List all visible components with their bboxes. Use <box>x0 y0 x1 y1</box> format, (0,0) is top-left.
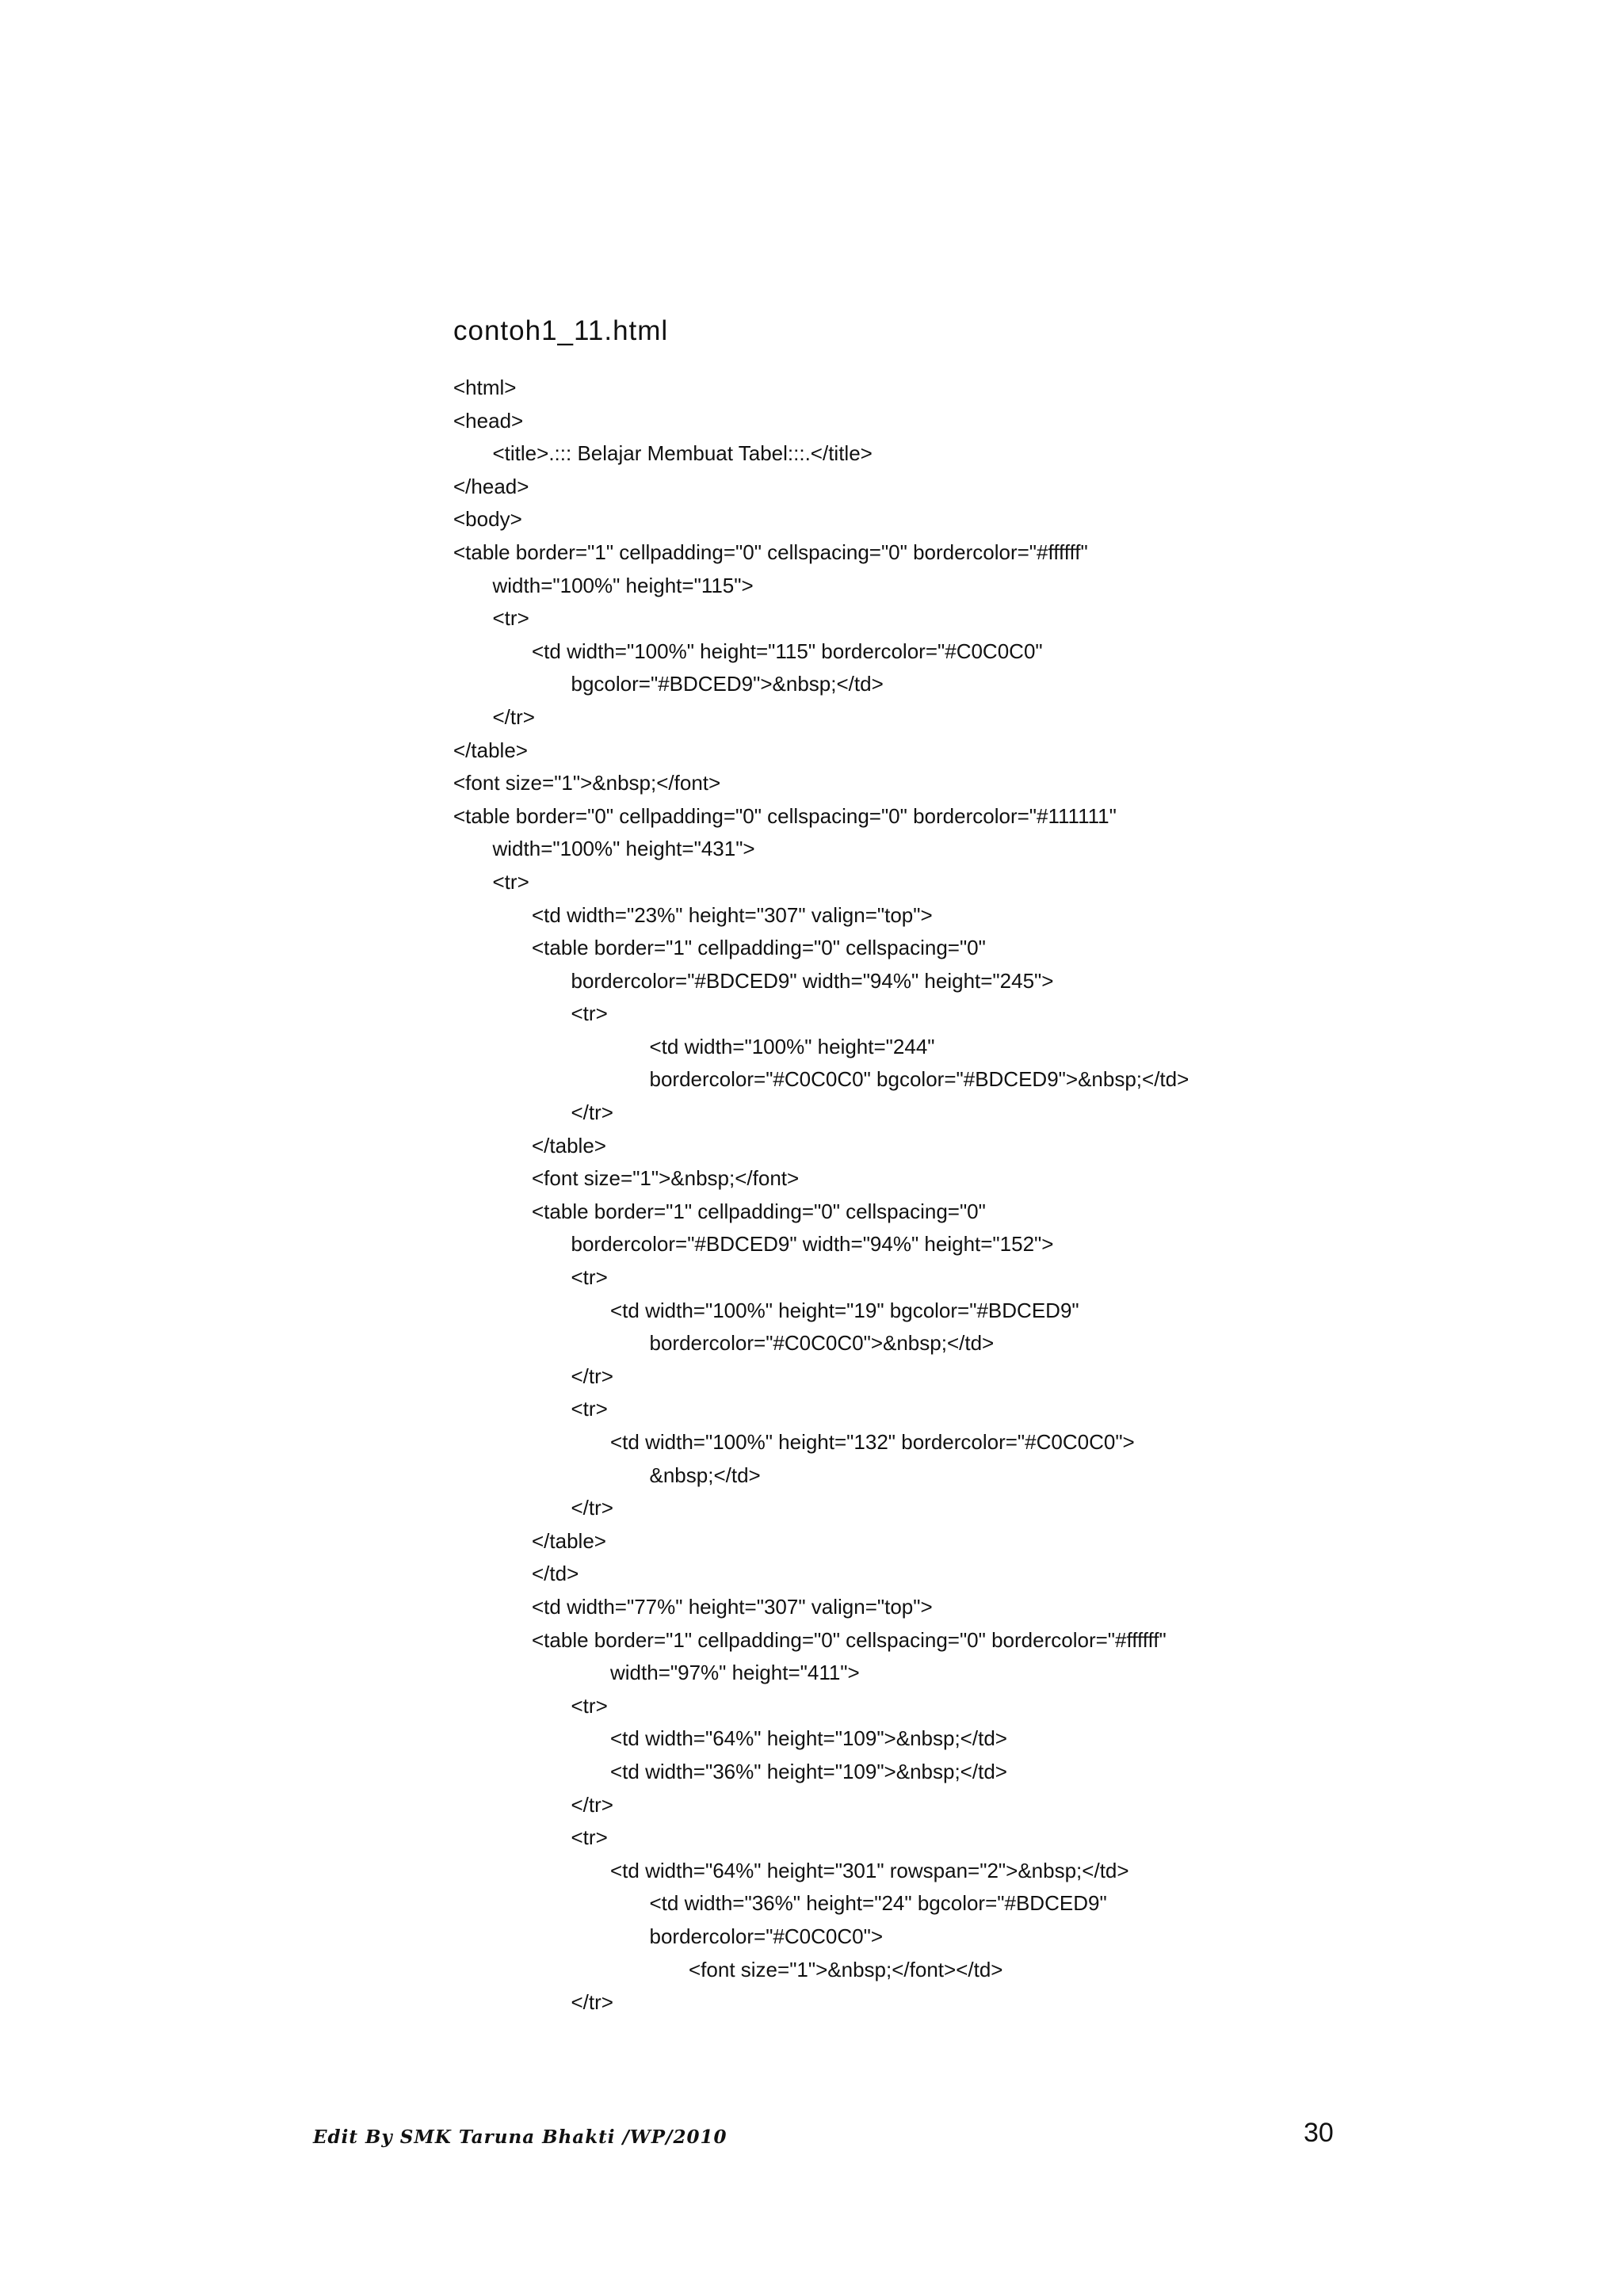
page-number: 30 <box>1304 2118 1334 2148</box>
code-line: <table border="1" cellpadding="0" cellspacing="0" bordercolor="#ffffff" <box>532 1627 1167 1652</box>
code-line: <table border="1" cellpadding="0" cellspacing="0" <box>532 1199 986 1223</box>
code-line: <table border="1" cellpadding="0" cellspacing="0" <box>532 936 986 960</box>
code-line: </td> <box>532 1562 579 1586</box>
code-line: <tr> <box>492 869 529 894</box>
code-line: <title>.::: Belajar Membuat Tabel:::.</title> <box>492 441 873 466</box>
code-line: <td width="64%" height="301" rowspan="2">&nbsp;</td> <box>610 1858 1129 1882</box>
code-line: bordercolor="#C0C0C0" bgcolor="#BDCED9">&nbsp;</td> <box>649 1067 1190 1092</box>
code-line: <table border="0" cellpadding="0" cellspacing="0" bordercolor="#111111" <box>453 803 1117 828</box>
code-listing <box>453 372 1404 2019</box>
code-line: <td width="64%" height="109">&nbsp;</td> <box>610 1726 1007 1751</box>
code-line: <td width="100%" height="244" <box>649 1034 935 1058</box>
code-line: bordercolor="#C0C0C0">&nbsp;</td> <box>649 1331 995 1356</box>
code-line: width="100%" height="431"> <box>492 837 755 861</box>
code-line: <tr> <box>492 606 529 631</box>
page-title: contoh1_11.html <box>453 315 669 346</box>
code-line: <td width="100%" height="132" bordercolor="#C0C0C0"> <box>610 1430 1135 1454</box>
code-line: <font size="1">&nbsp;</font> <box>453 771 721 795</box>
code-line: <td width="100%" height="115" bordercolor="#C0C0C0" <box>532 639 1043 663</box>
code-line: <table border="1" cellpadding="0" cellspacing="0" bordercolor="#ffffff" <box>453 540 1088 564</box>
code-line: <font size="1">&nbsp;</font> <box>532 1166 800 1191</box>
code-line: <head> <box>453 408 524 433</box>
code-line: <td width="36%" height="109">&nbsp;</td> <box>610 1759 1007 1783</box>
code-line: <td width="23%" height="307" valign="top"> <box>532 902 933 927</box>
code-line: width="100%" height="115"> <box>492 573 754 597</box>
code-line: bgcolor="#BDCED9">&nbsp;</td> <box>571 672 884 696</box>
code-line: </tr> <box>571 1990 613 2015</box>
code-line: <tr> <box>571 1693 608 1718</box>
code-line: </tr> <box>571 1100 613 1125</box>
code-line: bordercolor="#BDCED9" width="94%" height="245"> <box>571 968 1054 993</box>
code-line: <tr> <box>571 1265 608 1290</box>
code-line: <tr> <box>571 1397 608 1421</box>
code-line: </head> <box>453 474 529 498</box>
code-line: <td width="100%" height="19" bgcolor="#BDCED9" <box>610 1298 1079 1322</box>
code-line: </table> <box>532 1133 606 1158</box>
code-line: </tr> <box>571 1363 613 1388</box>
footer-credit: Edit By SMK Taruna Bhakti /WP/2010 <box>313 2126 727 2148</box>
code-line: </table> <box>453 738 528 762</box>
code-line: <tr> <box>571 1825 608 1850</box>
code-line: </tr> <box>571 1496 613 1520</box>
code-line: width="97%" height="411"> <box>610 1661 860 1685</box>
code-line: <tr> <box>571 1001 608 1026</box>
code-line: <body> <box>453 507 522 532</box>
code-line: <html> <box>453 376 517 399</box>
code-line: </tr> <box>492 704 535 729</box>
code-line: </tr> <box>571 1792 613 1817</box>
code-line: <font size="1">&nbsp;</font></td> <box>689 1957 1003 1981</box>
code-line: &nbsp;</td> <box>649 1463 761 1487</box>
code-line: <td width="77%" height="307" valign="top"> <box>532 1594 933 1619</box>
code-line: bordercolor="#C0C0C0"> <box>649 1924 884 1948</box>
code-line: </table> <box>532 1528 606 1553</box>
code-line: bordercolor="#BDCED9" width="94%" height="152"> <box>571 1232 1054 1257</box>
code-line: <td width="36%" height="24" bgcolor="#BDCED9" <box>649 1891 1107 1916</box>
